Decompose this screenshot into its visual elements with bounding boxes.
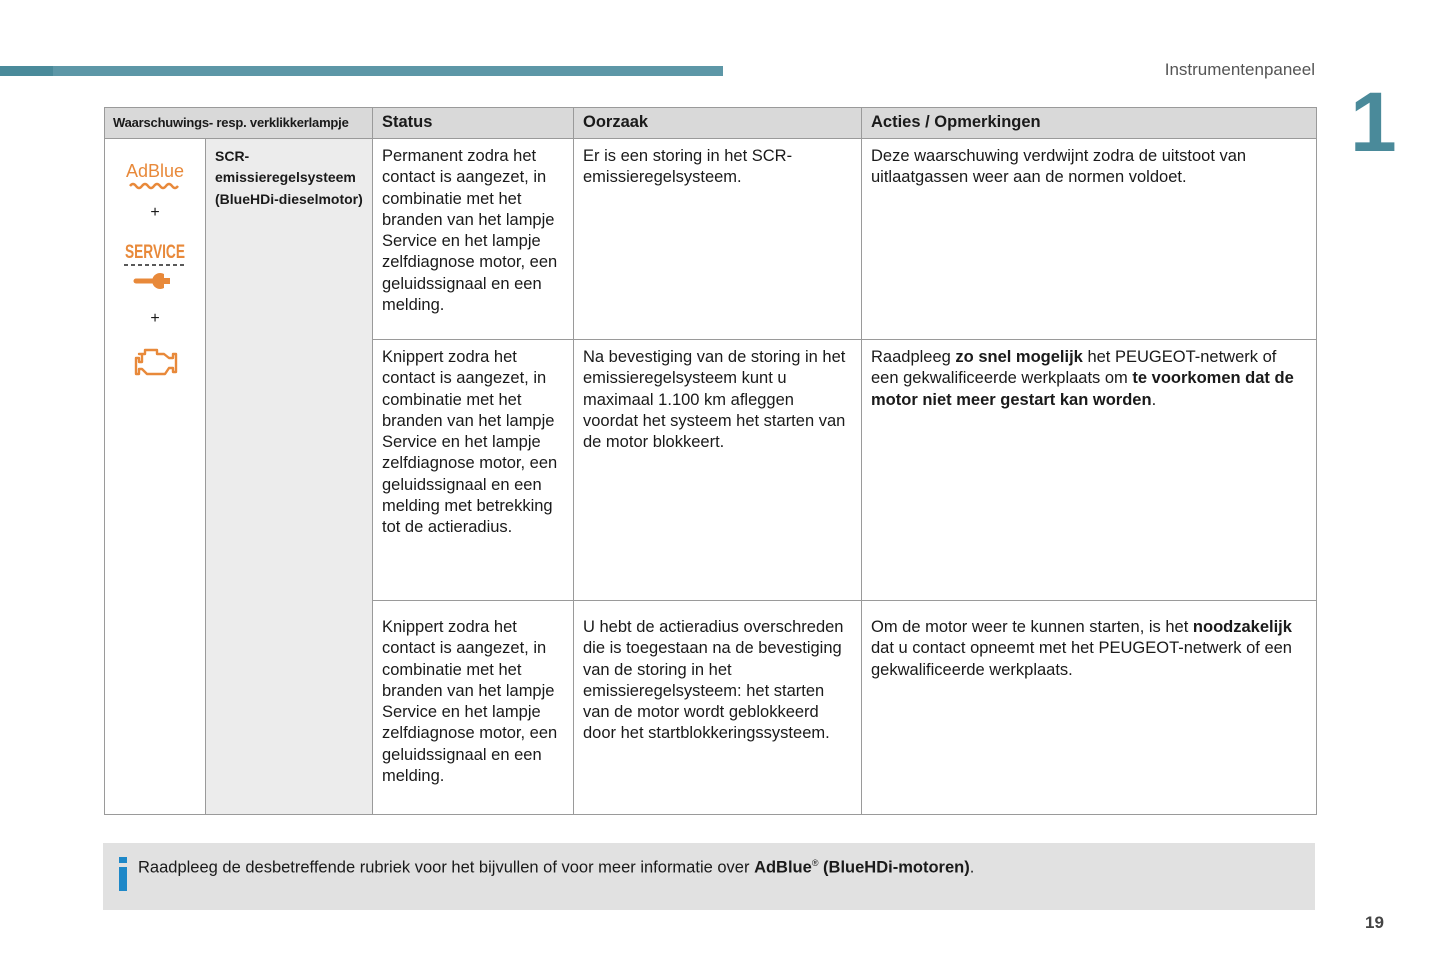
row2-cause: Na bevestiging van de storing in het emissieregelsysteem kunt u maximaal 1.100 km afleggen voordat het systeem het starten van de motor blokkeert. bbox=[574, 340, 862, 601]
row3-cause: U hebt de actieradius overschreden die is toegestaan na de bevestiging van de storing in het emissieregelsysteem: het starten van de motor wordt geblokkeerd door het startblokkeringssysteem. bbox=[574, 601, 862, 815]
header-accent-bar bbox=[53, 66, 723, 76]
section-title: Instrumentenpaneel bbox=[1164, 60, 1315, 79]
info-box bbox=[103, 843, 1315, 910]
info-period: . bbox=[969, 858, 975, 877]
info-registered-mark: ® bbox=[811, 858, 819, 868]
adblue-text: AdBlue bbox=[125, 161, 185, 181]
info-text-body: Raadpleeg de desbetreffende rubriek voor het bijvullen of voor meer informatie over bbox=[138, 858, 755, 877]
header-lamp: Waarschuwings- resp. verklikkerlampje bbox=[105, 108, 373, 139]
row1-cause: Er is een storing in het SCR-emissieregelsysteem. bbox=[574, 139, 862, 340]
info-icon bbox=[115, 851, 131, 891]
service-icon bbox=[120, 239, 190, 299]
row2-action bbox=[862, 340, 1317, 601]
row1-action: Deze waarschuwing verdwijnt zodra de uitstoot van uitlaatgassen weer aan de normen voldoet. bbox=[862, 139, 1317, 340]
info-bluehdi: (BlueHDi-motoren) bbox=[818, 858, 970, 877]
plus-sign-1: + bbox=[150, 204, 160, 221]
service-text: SERVICE bbox=[125, 242, 185, 263]
row2-action-part2: het PEUGEOT-netwerk of een gekwalificeerde werkplaats om bbox=[871, 348, 1277, 388]
chapter-number-label: 1 bbox=[1350, 75, 1397, 169]
header-actions: Acties / Opmerkingen bbox=[862, 108, 1317, 139]
row3-action-bold: noodzakelijk bbox=[1192, 618, 1292, 636]
row2-action-bold1: zo snel mogelijk bbox=[955, 348, 1083, 366]
row2-action-part3: . bbox=[1151, 390, 1157, 409]
header-accent-bar-dark bbox=[0, 66, 53, 76]
row3-action-part2: dat u contact opneemt met het PEUGEOT-netwerk of een gekwalificeerde werkplaats. bbox=[871, 639, 1292, 679]
header-cause: Oorzaak bbox=[574, 108, 862, 139]
table-header-row bbox=[105, 108, 1317, 139]
page-number: 19 bbox=[1365, 913, 1384, 932]
table-row bbox=[105, 139, 1317, 340]
header-status: Status bbox=[373, 108, 574, 139]
adblue-icon bbox=[124, 159, 186, 193]
info-adblue: AdBlue bbox=[754, 858, 812, 877]
system-label-cell bbox=[206, 139, 373, 815]
system-label: SCR-emissieregelsysteem (BlueHDi-dieselmotor) bbox=[215, 148, 363, 207]
row3-action bbox=[862, 601, 1317, 815]
row3-action-part1: Om de motor weer te kunnen starten, is het bbox=[871, 618, 1193, 636]
row2-action-part1: Raadpleeg bbox=[871, 348, 956, 366]
row2-action-bold2: te voorkomen dat de motor niet meer gestart kan worden bbox=[871, 369, 1294, 409]
row1-status: Permanent zodra het contact is aangezet, in combinatie met het branden van het lampje Service en het lampje zelfdiagnose motor, een geluidssignaal en een melding. bbox=[373, 139, 574, 340]
chapter-number bbox=[1350, 75, 1397, 169]
row2-status: Knippert zodra het contact is aangezet, in combinatie met het branden van het lampje Service en het lampje zelfdiagnose motor, een geluidssignaal en een melding met betrekking tot de actieradius. bbox=[373, 340, 574, 601]
engine-check-icon bbox=[130, 345, 180, 381]
plus-sign-2: + bbox=[150, 310, 160, 327]
info-text bbox=[138, 853, 974, 879]
lamp-icons-cell bbox=[105, 139, 206, 815]
warning-lamp-table bbox=[104, 107, 1317, 815]
row3-status: Knippert zodra het contact is aangezet, in combinatie met het branden van het lampje Service en het lampje zelfdiagnose motor, een geluidssignaal en een melding. bbox=[373, 601, 574, 815]
